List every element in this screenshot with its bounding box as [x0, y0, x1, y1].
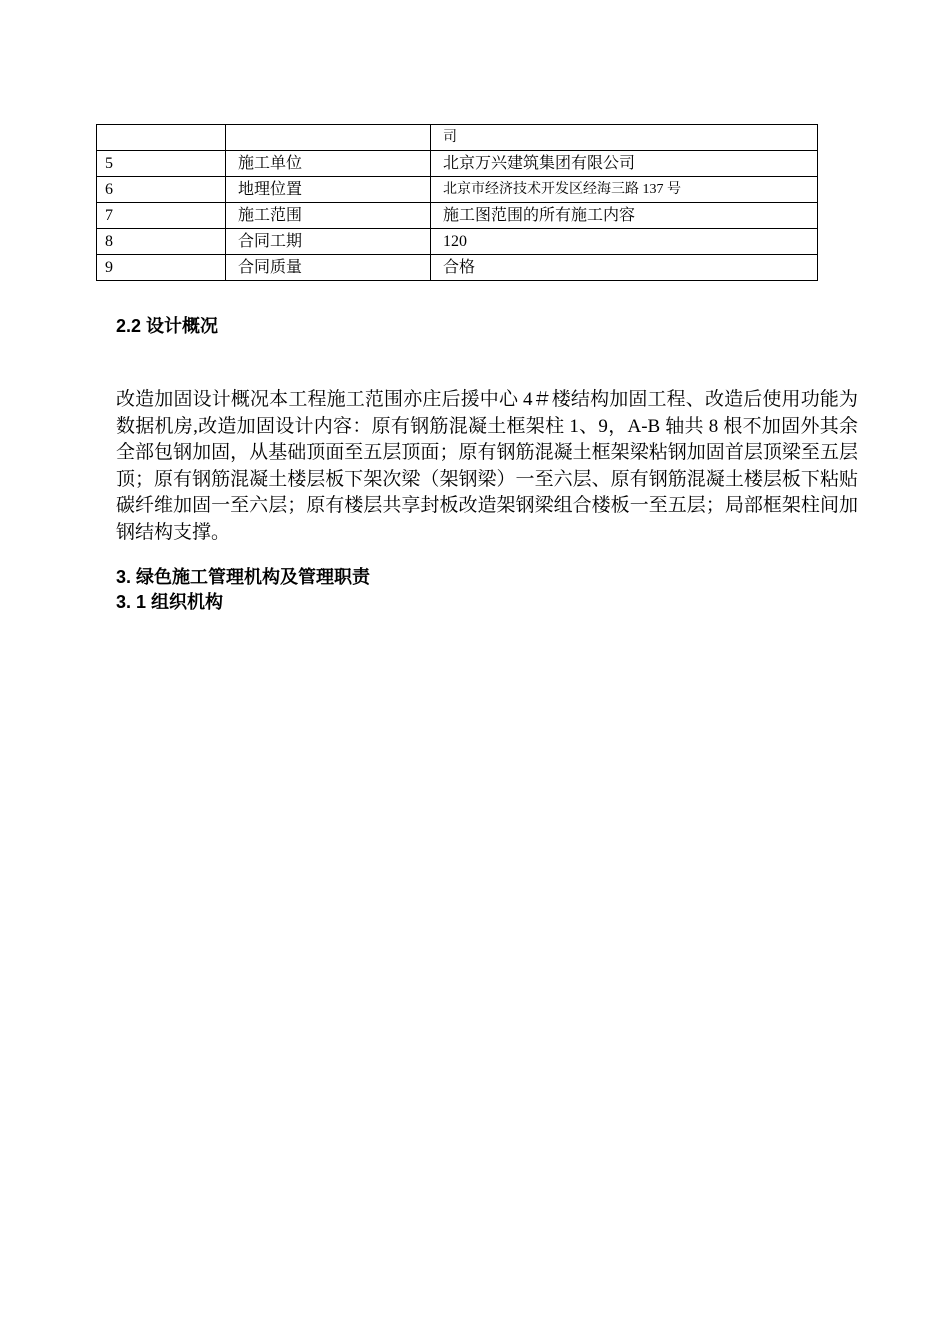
section-heading-management: 3. 绿色施工管理机构及管理职责: [116, 567, 371, 587]
table-cell-item: 合同质量: [226, 255, 431, 281]
table-cell-value: 合格: [431, 255, 818, 281]
table-row: [97, 177, 818, 203]
table-row: [97, 125, 818, 151]
table-row: [97, 255, 818, 281]
table-cell-no: 9: [97, 255, 226, 281]
table-cell-item: 施工范围: [226, 203, 431, 229]
table-cell-value: 司: [431, 125, 818, 151]
section-heading-organization: 3. 1 组织机构: [116, 592, 224, 612]
table-cell-value: 120: [431, 229, 818, 255]
table-cell-no: [97, 125, 226, 151]
project-info-table: [96, 124, 818, 281]
table-cell-item: [226, 125, 431, 151]
table-cell-no: 5: [97, 151, 226, 177]
table-cell-value: 施工图范围的所有施工内容: [431, 203, 818, 229]
table-row: [97, 203, 818, 229]
table-cell-item: 施工单位: [226, 151, 431, 177]
table-cell-item: 合同工期: [226, 229, 431, 255]
section-heading-design-overview: 2.2 设计概况: [116, 316, 219, 336]
design-overview-paragraph: 改造加固设计概况本工程施工范围亦庄后援中心 4＃楼结构加固工程、改造后使用功能为数据机房,改造加固设计内容：原有钢筋混凝土框架柱 1、9，A-B 轴共 8 根不加固外其余全部包钢加固，从基础顶面至五层顶面；原有钢筋混凝土框架梁粘钢加固首层顶梁至五层顶；原有钢筋混凝土楼层板下架次梁（架钢梁）一至六层、原有钢筋混凝土楼层板下粘贴碳纤维加固一至六层；原有楼层共享封板改造架钢梁组合楼板一至五层；局部框架柱间加钢结构支撑。: [116, 389, 858, 543]
table-cell-value: 北京市经济技术开发区经海三路 137 号: [431, 177, 818, 203]
table-cell-no: 8: [97, 229, 226, 255]
table-row: [97, 151, 818, 177]
table-cell-no: 6: [97, 177, 226, 203]
table-cell-no: 7: [97, 203, 226, 229]
table-cell-item: 地理位置: [226, 177, 431, 203]
table-row: [97, 229, 818, 255]
table-cell-value: 北京万兴建筑集团有限公司: [431, 151, 818, 177]
